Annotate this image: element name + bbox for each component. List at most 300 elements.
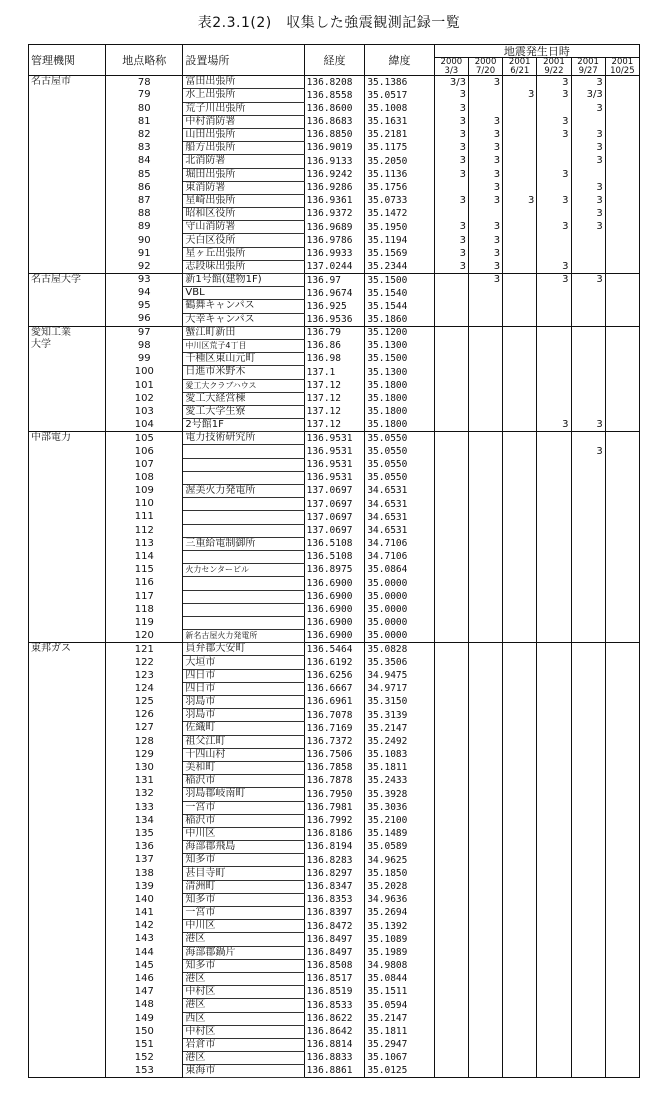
table-row: [29, 669, 640, 682]
eq-cell: [571, 577, 605, 590]
eq-cell: [537, 102, 571, 115]
site-cell: 港区: [183, 972, 304, 985]
lon-cell: 136.9372: [304, 208, 365, 221]
eq-cell: [605, 907, 639, 920]
table-row: [29, 643, 640, 656]
code-cell: 113: [106, 537, 183, 550]
eq-cell: [468, 379, 502, 392]
eq-cell: [605, 274, 639, 287]
site-cell: [183, 458, 304, 471]
eq-cell: [571, 656, 605, 669]
eq-cell: [468, 564, 502, 577]
site-cell: 稲沢市: [183, 814, 304, 827]
lon-cell: 136.8497: [304, 946, 365, 959]
eq-cell: [503, 577, 537, 590]
lat-cell: 34.7106: [365, 550, 434, 563]
eq-cell: 3: [434, 234, 468, 247]
eq-cell: [434, 498, 468, 511]
header-eq-day: 7/20: [476, 65, 496, 76]
eq-cell: [571, 880, 605, 893]
eq-cell: [537, 669, 571, 682]
eq-cell: [571, 867, 605, 880]
eq-cell: [537, 656, 571, 669]
eq-cell: [434, 841, 468, 854]
lat-cell: 35.1800: [365, 392, 434, 405]
lat-cell: 35.1500: [365, 274, 434, 287]
code-cell: 87: [106, 194, 183, 207]
table-row: [29, 353, 640, 366]
eq-cell: [537, 208, 571, 221]
eq-cell: 3: [571, 221, 605, 234]
eq-cell: [468, 880, 502, 893]
eq-cell: [537, 854, 571, 867]
eq-cell: [503, 339, 537, 352]
eq-cell: [434, 550, 468, 563]
eq-cell: [434, 814, 468, 827]
eq-cell: [434, 788, 468, 801]
eq-cell: 3: [571, 194, 605, 207]
eq-cell: [537, 722, 571, 735]
eq-cell: [537, 999, 571, 1012]
lon-cell: 136.8975: [304, 564, 365, 577]
eq-cell: [605, 524, 639, 537]
code-cell: 82: [106, 128, 183, 141]
eq-cell: [503, 1025, 537, 1038]
eq-cell: [503, 313, 537, 326]
eq-cell: [468, 867, 502, 880]
site-cell: 港区: [183, 1052, 304, 1065]
eq-cell: [605, 682, 639, 695]
eq-cell: [434, 867, 468, 880]
eq-cell: [605, 287, 639, 300]
eq-cell: [537, 564, 571, 577]
eq-cell: 3: [571, 102, 605, 115]
eq-cell: [605, 115, 639, 128]
org-cell: 東邦ガス: [29, 643, 106, 1078]
site-cell: 員弁郡大安町: [183, 643, 304, 656]
eq-cell: [468, 841, 502, 854]
eq-cell: [571, 379, 605, 392]
site-cell: 知多市: [183, 959, 304, 972]
code-cell: 122: [106, 656, 183, 669]
lon-cell: 136.6192: [304, 656, 365, 669]
lat-cell: 35.0000: [365, 577, 434, 590]
eq-cell: [605, 775, 639, 788]
eq-cell: [503, 432, 537, 445]
eq-cell: [468, 445, 502, 458]
code-cell: 135: [106, 827, 183, 840]
site-cell: 大幸キャンパス: [183, 313, 304, 326]
header-eq-day: 10/25: [610, 65, 635, 76]
lat-cell: 35.1200: [365, 326, 434, 339]
eq-cell: [605, 485, 639, 498]
lon-cell: 137.0697: [304, 485, 365, 498]
eq-cell: [537, 1052, 571, 1065]
eq-cell: [605, 986, 639, 999]
lat-cell: 35.0844: [365, 972, 434, 985]
site-cell: 稲沢市: [183, 775, 304, 788]
table-row: [29, 287, 640, 300]
site-cell: 中川区: [183, 920, 304, 933]
eq-cell: [571, 498, 605, 511]
eq-cell: [605, 880, 639, 893]
table-row: [29, 986, 640, 999]
lon-cell: 136.8186: [304, 827, 365, 840]
eq-cell: 3: [434, 221, 468, 234]
eq-cell: [503, 656, 537, 669]
eq-cell: [503, 841, 537, 854]
eq-cell: [571, 234, 605, 247]
eq-cell: [434, 524, 468, 537]
eq-cell: [434, 326, 468, 339]
eq-cell: [434, 353, 468, 366]
eq-cell: [571, 564, 605, 577]
site-cell: 新名古屋火力発電所: [183, 630, 304, 643]
table-row: [29, 722, 640, 735]
eq-cell: [571, 1012, 605, 1025]
eq-cell: [571, 959, 605, 972]
table-row: [29, 946, 640, 959]
eq-cell: 3/3: [434, 76, 468, 89]
eq-cell: [503, 155, 537, 168]
site-cell: [183, 550, 304, 563]
eq-cell: [537, 353, 571, 366]
eq-cell: [468, 893, 502, 906]
code-cell: 138: [106, 867, 183, 880]
lon-cell: 136.8642: [304, 1025, 365, 1038]
eq-cell: [605, 603, 639, 616]
eq-cell: [468, 313, 502, 326]
lat-cell: 35.1800: [365, 419, 434, 432]
eq-cell: [537, 287, 571, 300]
eq-cell: [605, 142, 639, 155]
eq-cell: 3: [571, 155, 605, 168]
eq-cell: [434, 907, 468, 920]
eq-cell: [571, 471, 605, 484]
lon-cell: 136.8861: [304, 1065, 365, 1078]
code-cell: 83: [106, 142, 183, 155]
eq-cell: [571, 511, 605, 524]
site-cell: 日進市米野木: [183, 366, 304, 379]
eq-cell: [605, 735, 639, 748]
table-row: [29, 801, 640, 814]
eq-cell: [468, 933, 502, 946]
eq-cell: [605, 458, 639, 471]
eq-cell: [571, 300, 605, 313]
lon-cell: 136.8397: [304, 907, 365, 920]
eq-cell: 3: [468, 168, 502, 181]
code-cell: 128: [106, 735, 183, 748]
eq-cell: [571, 893, 605, 906]
code-cell: 123: [106, 669, 183, 682]
eq-cell: [503, 181, 537, 194]
site-cell: 四日市: [183, 669, 304, 682]
table-row: [29, 234, 640, 247]
eq-cell: [468, 1012, 502, 1025]
table-row: [29, 379, 640, 392]
eq-cell: [605, 801, 639, 814]
eq-cell: [537, 142, 571, 155]
site-cell: 西区: [183, 1012, 304, 1025]
code-cell: 99: [106, 353, 183, 366]
eq-cell: [571, 775, 605, 788]
eq-cell: [605, 89, 639, 102]
header-site: 設置場所: [183, 45, 304, 76]
eq-cell: [468, 722, 502, 735]
org-cell: 名古屋大学: [29, 274, 106, 327]
code-cell: 85: [106, 168, 183, 181]
lon-cell: 136.9933: [304, 247, 365, 260]
lat-cell: 35.3036: [365, 801, 434, 814]
eq-cell: [503, 1038, 537, 1051]
eq-cell: [434, 405, 468, 418]
eq-cell: [434, 709, 468, 722]
eq-cell: [537, 643, 571, 656]
eq-cell: [537, 959, 571, 972]
eq-cell: [503, 405, 537, 418]
eq-cell: 3: [571, 76, 605, 89]
site-cell: 中川区荒子4丁目: [183, 339, 304, 352]
eq-cell: [605, 313, 639, 326]
table-row: [29, 155, 640, 168]
site-cell: 守山消防署: [183, 221, 304, 234]
lat-cell: 35.2344: [365, 260, 434, 273]
lon-cell: 136.7878: [304, 775, 365, 788]
lat-cell: 34.6531: [365, 511, 434, 524]
code-cell: 101: [106, 379, 183, 392]
lon-cell: 136.8519: [304, 986, 365, 999]
lat-cell: 35.3150: [365, 696, 434, 709]
eq-cell: [605, 630, 639, 643]
eq-cell: [571, 590, 605, 603]
code-cell: 125: [106, 696, 183, 709]
eq-cell: 3: [503, 89, 537, 102]
eq-cell: [434, 722, 468, 735]
lat-cell: 34.9475: [365, 669, 434, 682]
table-row: [29, 1052, 640, 1065]
code-cell: 136: [106, 841, 183, 854]
table-row: [29, 76, 640, 89]
lat-cell: 35.3506: [365, 656, 434, 669]
site-cell: 港区: [183, 999, 304, 1012]
lon-cell: 137.0697: [304, 498, 365, 511]
eq-cell: [503, 880, 537, 893]
lon-cell: 136.9689: [304, 221, 365, 234]
eq-cell: [605, 643, 639, 656]
site-cell: [183, 511, 304, 524]
lon-cell: 136.8833: [304, 1052, 365, 1065]
lon-cell: 136.8600: [304, 102, 365, 115]
code-cell: 148: [106, 999, 183, 1012]
eq-cell: [468, 1038, 502, 1051]
lon-cell: 136.8347: [304, 880, 365, 893]
table-row: [29, 458, 640, 471]
eq-cell: [605, 946, 639, 959]
eq-cell: 3: [537, 221, 571, 234]
site-cell: 北消防署: [183, 155, 304, 168]
eq-cell: [571, 682, 605, 695]
eq-cell: [537, 920, 571, 933]
lat-cell: 35.1386: [365, 76, 434, 89]
eq-cell: 3: [468, 274, 502, 287]
header-eq-year: 2001: [508, 57, 531, 68]
table-row: [29, 313, 640, 326]
site-cell: [183, 471, 304, 484]
eq-cell: [503, 379, 537, 392]
site-cell: 東海市: [183, 1065, 304, 1078]
table-row: [29, 972, 640, 985]
lon-cell: 136.7858: [304, 761, 365, 774]
lon-cell: 136.925: [304, 300, 365, 313]
lat-cell: 35.1950: [365, 221, 434, 234]
site-cell: 星崎出張所: [183, 194, 304, 207]
eq-cell: 3: [537, 194, 571, 207]
lon-cell: 136.5464: [304, 643, 365, 656]
code-cell: 141: [106, 907, 183, 920]
eq-cell: [468, 775, 502, 788]
eq-cell: [571, 827, 605, 840]
eq-cell: [503, 682, 537, 695]
eq-cell: [571, 485, 605, 498]
eq-cell: [434, 920, 468, 933]
eq-cell: [605, 1065, 639, 1078]
eq-cell: [605, 471, 639, 484]
eq-cell: [537, 946, 571, 959]
code-cell: 147: [106, 986, 183, 999]
lon-cell: 136.7169: [304, 722, 365, 735]
site-cell: 岩倉市: [183, 1038, 304, 1051]
eq-cell: [468, 458, 502, 471]
code-cell: 91: [106, 247, 183, 260]
table-row: [29, 1038, 640, 1051]
eq-cell: [605, 208, 639, 221]
eq-cell: 3: [434, 89, 468, 102]
site-cell: 富田出張所: [183, 76, 304, 89]
lon-cell: 136.8622: [304, 1012, 365, 1025]
eq-cell: [434, 696, 468, 709]
eq-cell: [468, 287, 502, 300]
lon-cell: 136.6900: [304, 630, 365, 643]
org-cell: 中部電力: [29, 432, 106, 643]
code-cell: 106: [106, 445, 183, 458]
eq-cell: [468, 709, 502, 722]
eq-cell: [571, 748, 605, 761]
eq-cell: [468, 537, 502, 550]
lon-cell: 137.12: [304, 379, 365, 392]
code-cell: 145: [106, 959, 183, 972]
code-cell: 93: [106, 274, 183, 287]
table-row: [29, 485, 640, 498]
code-cell: 79: [106, 89, 183, 102]
eq-cell: [571, 603, 605, 616]
code-cell: 105: [106, 432, 183, 445]
eq-cell: [503, 445, 537, 458]
eq-cell: [503, 326, 537, 339]
lon-cell: 136.8683: [304, 115, 365, 128]
eq-cell: [571, 313, 605, 326]
eq-cell: [503, 168, 537, 181]
table-row: [29, 959, 640, 972]
eq-cell: [503, 260, 537, 273]
table-row: [29, 656, 640, 669]
eq-cell: [571, 986, 605, 999]
eq-cell: [537, 405, 571, 418]
lon-cell: 136.8353: [304, 893, 365, 906]
eq-cell: [468, 1025, 502, 1038]
eq-cell: [537, 155, 571, 168]
eq-cell: [434, 445, 468, 458]
table-row: [29, 590, 640, 603]
code-cell: 152: [106, 1052, 183, 1065]
site-cell: 羽島市: [183, 709, 304, 722]
eq-cell: [468, 801, 502, 814]
lat-cell: 34.9625: [365, 854, 434, 867]
site-cell: 昭和区役所: [183, 208, 304, 221]
code-cell: 149: [106, 1012, 183, 1025]
eq-cell: [503, 1065, 537, 1078]
eq-cell: [503, 392, 537, 405]
eq-cell: [537, 471, 571, 484]
site-cell: 千種区東山元町: [183, 353, 304, 366]
eq-cell: [503, 775, 537, 788]
table-title: 表2.3.1(2) 収集した強震観測記録一覧: [197, 15, 461, 31]
lon-cell: 136.9531: [304, 458, 365, 471]
eq-cell: [537, 893, 571, 906]
eq-cell: [605, 419, 639, 432]
eq-cell: [503, 748, 537, 761]
eq-cell: 3: [537, 419, 571, 432]
eq-cell: [503, 788, 537, 801]
lat-cell: 35.2028: [365, 880, 434, 893]
eq-cell: [434, 590, 468, 603]
eq-cell: [605, 577, 639, 590]
eq-cell: [503, 999, 537, 1012]
code-cell: 110: [106, 498, 183, 511]
eq-cell: [605, 234, 639, 247]
eq-cell: [503, 471, 537, 484]
eq-cell: [503, 590, 537, 603]
eq-cell: [571, 841, 605, 854]
lat-cell: 34.9808: [365, 959, 434, 972]
eq-cell: [537, 907, 571, 920]
table-row: [29, 761, 640, 774]
table-row: [29, 814, 640, 827]
code-cell: 107: [106, 458, 183, 471]
header-eq-group: 地震発生日時: [434, 45, 639, 58]
site-cell: 堀田出張所: [183, 168, 304, 181]
eq-cell: [571, 537, 605, 550]
table-row: [29, 511, 640, 524]
table-row: [29, 854, 640, 867]
header-eq-year: 2000: [474, 57, 497, 68]
code-cell: 143: [106, 933, 183, 946]
eq-cell: [537, 788, 571, 801]
lon-cell: 136.8472: [304, 920, 365, 933]
eq-cell: [434, 392, 468, 405]
eq-cell: [605, 102, 639, 115]
eq-cell: [571, 801, 605, 814]
eq-cell: [503, 893, 537, 906]
eq-cell: [571, 405, 605, 418]
eq-cell: [605, 1038, 639, 1051]
table-row: [29, 735, 640, 748]
eq-cell: [503, 128, 537, 141]
eq-cell: [434, 946, 468, 959]
eq-cell: [605, 616, 639, 629]
lat-cell: 35.1800: [365, 379, 434, 392]
lon-cell: 136.86: [304, 339, 365, 352]
lat-cell: 35.1756: [365, 181, 434, 194]
